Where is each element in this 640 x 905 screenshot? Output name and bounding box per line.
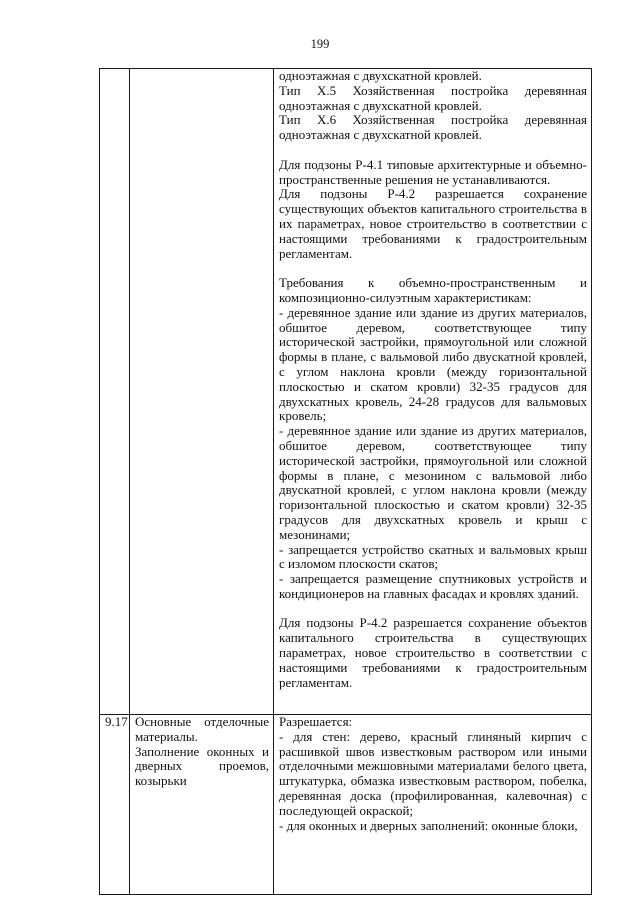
table-row — [100, 69, 592, 715]
paragraph: Тип Х.6 Хозяйственная постройка деревянная одноэтажная с двухскатной кровлей. — [279, 112, 587, 143]
paragraph: Разрешается: — [279, 714, 353, 729]
paragraph: - деревянное здание или здание из других материалов, обшитое деревом, соответствующее типу исторической застройки, прямоугольной или сложной формы в плане, с мезонином с вальмовой либо двускатной кровлей, с углом наклона кровли (между горизонтальной плоскостью и скатом кровли) 32-35 градусов для двухскатных кровель и крыш с мезонинами; — [279, 423, 587, 542]
row-number-cell — [100, 69, 130, 715]
paragraph: - для стен: дерево, красный глиняный кирпич с расшивкой швов известковым раствором или иными отделочными межшовными материалами белого цвета, штукатурка, обмазка известковым раствором, побелка, деревянная доска (профилированная, калевочная) с последующей окраской; — [279, 728, 587, 818]
table-row — [100, 715, 592, 895]
row-name-cell — [130, 69, 274, 715]
row-name-line: Заполнение оконных и дверных проемов, козырьки — [135, 743, 269, 789]
row-name-cell — [130, 715, 274, 895]
paragraph: одноэтажная с двухскатной кровлей. — [279, 68, 482, 83]
page-number: 199 — [310, 37, 330, 51]
paragraph: - деревянное здание или здание из других материалов, обшитое деревом, соответствующее типу исторической застройки, прямоугольной или сложной формы в плане, с вальмовой либо двускатной кровлей, с углом наклона кровли (между горизонтальной плоскостью и скатом кровли) 32-35 градусов для двухскатных кровель, 24-28 градусов для вальмовых кровель; — [279, 304, 587, 424]
paragraph: - для оконных и дверных заполнений: оконные блоки, — [279, 817, 578, 833]
row-name-line: Основные отделочные материалы. — [135, 714, 269, 744]
regulations-table — [99, 68, 592, 895]
paragraph: Тип Х.5 Хозяйственная постройка деревянная одноэтажная с двухскатной кровлей. — [279, 82, 587, 113]
row-content-cell — [274, 715, 592, 895]
paragraph: Для подзоны Р-4.1 типовые архитектурные и объемно-пространственные решения не устанавливаются. — [279, 156, 587, 187]
row-content-cell — [274, 69, 592, 715]
row-number-cell: 9.17 — [100, 715, 130, 895]
paragraph: Для подзоны Р-4.2 разрешается сохранение существующих объектов капитального строительства в их параметрах, новое строительство в соответствии с настоящими требованиями к градостроительным регламентам. — [279, 186, 587, 261]
paragraph: Требования к объемно-пространственным и композиционно-силуэтным характеристикам: — [279, 275, 587, 305]
paragraph: - запрещается устройство скатных и вальмовых крыш с изломом плоскости скатов; — [279, 541, 587, 572]
paragraph: - запрещается размещение спутниковых устройств и кондиционеров на главных фасадах и кровлях зданий. — [279, 571, 587, 601]
paragraph: Для подзоны Р-4.2 разрешается сохранение объектов капитального строительства в существующих параметрах, новое строительство в соответствии с настоящими требованиями к градостроительным регламентам. — [279, 615, 587, 690]
